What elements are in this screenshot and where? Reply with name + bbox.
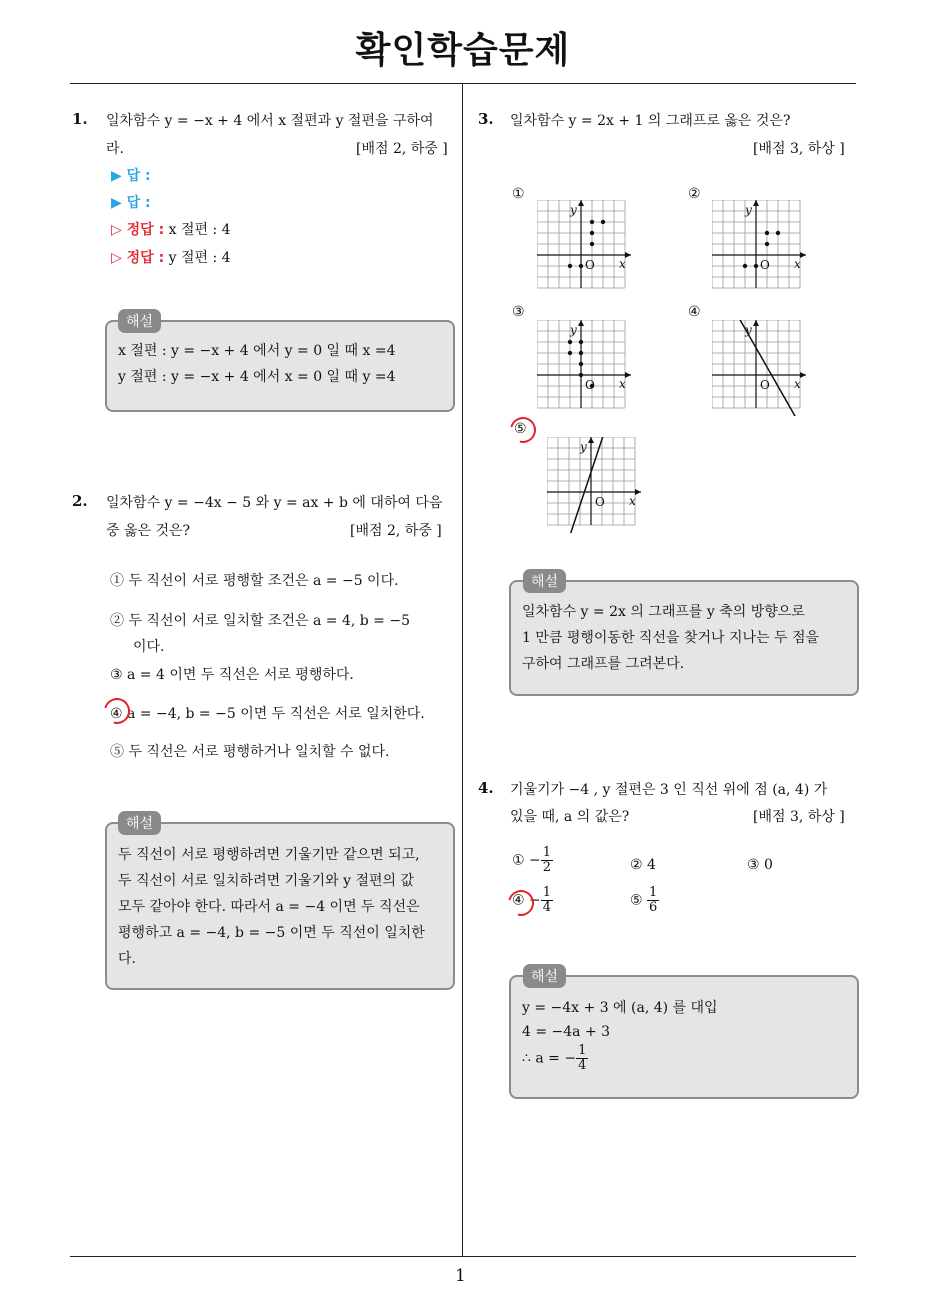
selected-answer-mark xyxy=(505,412,541,448)
question-text: 중 옳은 것은? xyxy=(106,523,191,539)
y-axis-arrow xyxy=(578,200,584,206)
question-number: 4. xyxy=(478,779,494,797)
top-rule xyxy=(70,83,856,84)
explanation-tag: 해설 xyxy=(523,964,566,988)
option-mark: ① xyxy=(512,852,525,869)
fraction xyxy=(541,846,553,875)
explanation-text: ∴ a = − xyxy=(522,1050,577,1067)
plot-point xyxy=(765,231,769,235)
y-axis-arrow xyxy=(578,320,584,326)
question-number: 3. xyxy=(478,110,494,128)
option-sign: − xyxy=(529,852,541,869)
option-5[interactable] xyxy=(630,886,659,915)
option-4[interactable]: ④ a = −4, b = −5 이면 두 직선은 서로 일치한다. xyxy=(110,706,425,722)
option-2[interactable]: ② 두 직선이 서로 일치할 조건은 a = 4, b = −5 xyxy=(110,613,411,629)
bottom-rule xyxy=(70,1256,856,1257)
question-number: 1. xyxy=(72,110,88,128)
x-axis-label: x xyxy=(619,257,626,271)
option-1[interactable] xyxy=(512,846,553,875)
explanation-text xyxy=(522,599,819,677)
selected-answer-mark xyxy=(99,693,135,729)
numerator: 1 xyxy=(542,845,552,860)
x-axis-arrow xyxy=(625,252,631,258)
origin-label: O xyxy=(585,378,595,392)
option-3-mark[interactable]: ③ xyxy=(512,304,525,320)
question-text: 있을 때, a 의 값은? xyxy=(510,809,630,825)
graph-line xyxy=(726,320,805,416)
explanation-line: 4 = −4a + 3 xyxy=(522,1024,611,1040)
answer-field[interactable]: ▶ 답 : xyxy=(111,195,151,211)
correct-answer xyxy=(111,219,231,239)
plot-point xyxy=(776,231,780,235)
x-axis-label: x xyxy=(629,494,636,508)
option-sign: − xyxy=(529,892,541,909)
y-axis-label: y xyxy=(745,203,752,217)
plot-point xyxy=(568,264,572,268)
option-mark: ④ xyxy=(512,892,525,909)
denominator: 4 xyxy=(578,1058,587,1073)
explanation-tag: 해설 xyxy=(523,569,566,593)
explanation-tag: 해설 xyxy=(118,811,161,835)
option-2-continued: 이다. xyxy=(133,639,165,655)
x-axis-arrow xyxy=(800,252,806,258)
question-text: 라. xyxy=(106,141,124,157)
explanation-text xyxy=(118,842,425,972)
plot-point xyxy=(579,264,583,268)
numerator: 1 xyxy=(542,885,552,900)
origin-label: O xyxy=(760,258,770,272)
plot-point xyxy=(743,264,747,268)
explanation-line: 모두 같아야 한다. 따라서 a = −4 이면 두 직선은 xyxy=(118,899,420,915)
y-axis-label: y xyxy=(570,203,577,217)
denominator: 2 xyxy=(542,860,552,875)
y-axis-arrow xyxy=(588,437,594,443)
plot-point xyxy=(579,373,583,377)
coordinate-graph-3 xyxy=(537,320,633,416)
explanation-line: 구하여 그래프를 그려본다. xyxy=(522,656,685,672)
y-axis-label: y xyxy=(580,440,587,454)
score-difficulty: [배점 3, 하상 ] xyxy=(753,141,845,157)
explanation-line: 일차함수 y = 2x 의 그래프를 y 축의 방향으로 xyxy=(522,604,805,620)
option-5[interactable]: ⑤ 두 직선은 서로 평행하거나 일치할 수 없다. xyxy=(110,744,390,760)
x-axis-arrow xyxy=(800,372,806,378)
explanation-line: y = −4x + 3 에 (a, 4) 를 대입 xyxy=(522,1000,718,1016)
x-axis-arrow xyxy=(625,372,631,378)
explanation-line: 두 직선이 서로 일치하려면 기울기와 y 절편의 값 xyxy=(118,873,415,889)
coordinate-graph-4 xyxy=(712,320,808,416)
option-4-mark[interactable]: ④ xyxy=(688,304,701,320)
option-2-mark[interactable]: ② xyxy=(688,186,701,202)
plot-point xyxy=(568,351,572,355)
correct-answer-value: y 절편 : 4 xyxy=(168,250,231,266)
coordinate-graph-5 xyxy=(547,437,643,533)
option-1[interactable]: ① 두 직선이 서로 평행할 조건은 a = −5 이다. xyxy=(110,573,399,589)
fraction xyxy=(541,886,553,915)
y-axis-arrow xyxy=(753,320,759,326)
y-axis-arrow xyxy=(753,200,759,206)
score-difficulty: [배점 2, 하중 ] xyxy=(350,523,442,539)
plot-point xyxy=(568,340,572,344)
origin-label: O xyxy=(760,378,770,392)
numerator: 1 xyxy=(649,885,658,900)
fraction xyxy=(647,886,659,915)
coordinate-graph-1 xyxy=(537,200,633,296)
y-axis-label: y xyxy=(570,323,577,337)
correct-answer xyxy=(111,247,231,267)
plot-point xyxy=(590,231,594,235)
option-3[interactable]: ③ a = 4 이면 두 직선은 서로 평행하다. xyxy=(110,667,354,683)
question-text: 일차함수 y = 2x + 1 의 그래프로 옳은 것은? xyxy=(510,113,791,129)
plot-point xyxy=(754,264,758,268)
option-2[interactable]: ② 4 xyxy=(630,857,656,873)
plot-point xyxy=(601,220,605,224)
explanation-text xyxy=(118,338,396,390)
numerator: 1 xyxy=(578,1043,587,1058)
x-axis-label: x xyxy=(794,257,801,271)
denominator: 6 xyxy=(649,900,658,915)
option-mark: ⑤ xyxy=(630,892,643,909)
explanation-line: 다. xyxy=(118,951,136,967)
plot-point xyxy=(765,242,769,246)
column-divider xyxy=(462,84,463,1256)
page-title: 확인학습문제 xyxy=(355,30,571,71)
x-axis-arrow xyxy=(635,489,641,495)
explanation-tag: 해설 xyxy=(118,309,161,333)
option-3[interactable]: ③ 0 xyxy=(747,857,773,873)
fraction xyxy=(576,1044,588,1073)
denominator: 4 xyxy=(542,900,552,915)
option-5-mark[interactable]: ⑤ xyxy=(514,421,527,437)
coordinate-graph-2 xyxy=(712,200,808,296)
origin-label: O xyxy=(585,258,595,272)
y-axis-label: y xyxy=(745,323,752,337)
question-text: 일차함수 y = −4x − 5 와 y = ax + b 에 대하여 다음 xyxy=(106,495,443,511)
option-1-mark[interactable]: ① xyxy=(512,186,525,202)
question-number: 2. xyxy=(72,492,88,510)
explanation-line: 두 직선이 서로 평행하려면 기울기만 같으면 되고, xyxy=(118,847,420,863)
correct-answer-value: x 절편 : 4 xyxy=(168,222,231,238)
plot-point xyxy=(579,362,583,366)
explanation-line: y 절편 : y = −x + 4 에서 x = 0 일 때 y =4 xyxy=(118,369,396,385)
explanation-line xyxy=(522,1044,588,1073)
explanation-line: 평행하고 a = −4, b = −5 이면 두 직선이 일치한 xyxy=(118,925,425,941)
correct-answer-label: ▷ 정답 : xyxy=(111,250,165,266)
answer-field[interactable]: ▶ 답 : xyxy=(111,168,151,184)
plot-point xyxy=(579,340,583,344)
plot-point xyxy=(590,242,594,246)
x-axis-label: x xyxy=(794,377,801,391)
x-axis-label: x xyxy=(619,377,626,391)
plot-point xyxy=(590,220,594,224)
score-difficulty: [배점 2, 하중 ] xyxy=(356,141,448,157)
score-difficulty: [배점 3, 하상 ] xyxy=(753,809,845,825)
explanation-line: x 절편 : y = −x + 4 에서 y = 0 일 때 x =4 xyxy=(118,343,396,359)
plot-point xyxy=(579,351,583,355)
page-number: 1 xyxy=(455,1266,466,1286)
question-text: 일차함수 y = −x + 4 에서 x 절편과 y 절편을 구하여 xyxy=(106,113,434,129)
explanation-line: 1 만큼 평행이동한 직선을 찾거나 지나는 두 점을 xyxy=(522,630,820,646)
question-text: 기울기가 −4 , y 절편은 3 인 직선 위에 점 (a, 4) 가 xyxy=(510,782,828,798)
correct-answer-label: ▷ 정답 : xyxy=(111,222,165,238)
origin-label: O xyxy=(595,495,605,509)
